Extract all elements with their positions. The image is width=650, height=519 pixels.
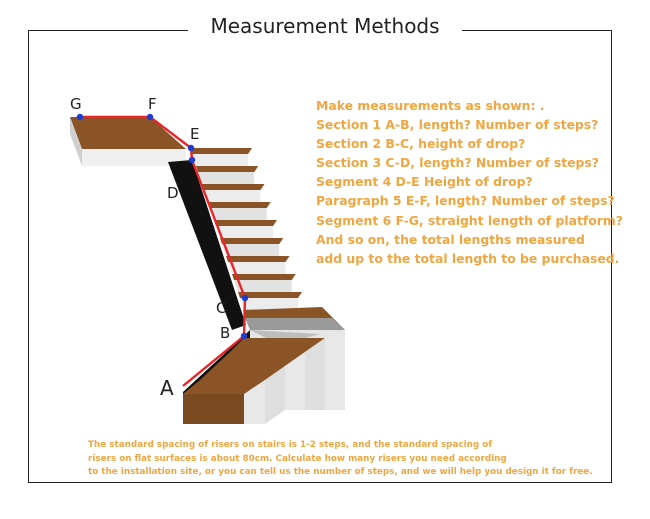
upper-step-riser	[192, 154, 248, 166]
upper-step-tread	[226, 256, 290, 262]
upper-step-tread	[190, 148, 252, 154]
point-f-dot	[147, 114, 153, 120]
upper-step-riser	[210, 208, 267, 220]
point-label-g: G	[70, 95, 82, 113]
upper-step-tread	[220, 238, 283, 244]
middle-landing-top	[245, 318, 345, 330]
lower-step-1-front	[183, 394, 244, 424]
point-label-f: F	[148, 95, 157, 113]
segment-b-c	[244, 298, 245, 336]
point-label-b: B	[220, 324, 231, 342]
top-landing-tread	[70, 117, 186, 149]
point-label-a: A	[160, 376, 174, 400]
footnote-line: The standard spacing of risers on stairs is 1-2 steps, and the standard spacing of	[88, 440, 493, 450]
point-d-dot	[189, 157, 195, 163]
lower-step-top-riser	[325, 330, 345, 410]
upper-step-tread	[208, 202, 271, 208]
instruction-line: Section 1 A-B, length? Number of steps?	[316, 117, 599, 133]
upper-step-riser	[222, 244, 279, 256]
upper-step-riser	[198, 172, 254, 184]
instruction-line: Section 3 C-D, length? Number of steps?	[316, 155, 599, 171]
instruction-line: Segment 4 D-E Height of drop?	[316, 174, 533, 190]
upper-step-riser	[216, 226, 273, 238]
upper-step-riser	[204, 190, 261, 202]
point-label-c: C	[216, 299, 227, 317]
footnote-line: risers on flat surfaces is about 80cm. Calculate how many risers you need according	[88, 453, 507, 464]
point-c-dot	[242, 295, 248, 301]
point-b-dot	[241, 333, 247, 339]
point-label-e: E	[190, 125, 200, 143]
top-landing	[70, 117, 186, 166]
instruction-line: Make measurements as shown: .	[316, 98, 545, 113]
instruction-line: And so on, the total lengths measured	[316, 231, 585, 247]
instruction-line: Section 2 B-C, height of drop?	[316, 136, 526, 152]
instruction-line: Paragraph 5 E-F, length? Number of steps?	[316, 193, 615, 209]
upper-step-tread	[196, 166, 258, 172]
upper-step-tread	[202, 184, 265, 190]
page-title: Measurement Methods	[188, 14, 461, 38]
instructions-block	[316, 96, 623, 268]
point-label-d: D	[167, 184, 179, 202]
footnote-line: to the installation site, or you can tell us the number of steps, and we will help you design it for free.	[88, 467, 593, 478]
upper-step-riser	[240, 298, 298, 310]
point-g-dot	[77, 114, 83, 120]
upper-step-riser	[228, 262, 286, 274]
upper-step-tread	[214, 220, 277, 226]
instruction-line: Segment 6 F-G, straight length of platform?	[316, 212, 623, 228]
point-e-dot	[188, 145, 194, 151]
instruction-line: add up to the total length to be purchased.	[316, 250, 620, 266]
upper-step-tread	[232, 274, 296, 280]
footnote-block	[88, 439, 608, 480]
lower-flight-steps	[183, 330, 345, 424]
